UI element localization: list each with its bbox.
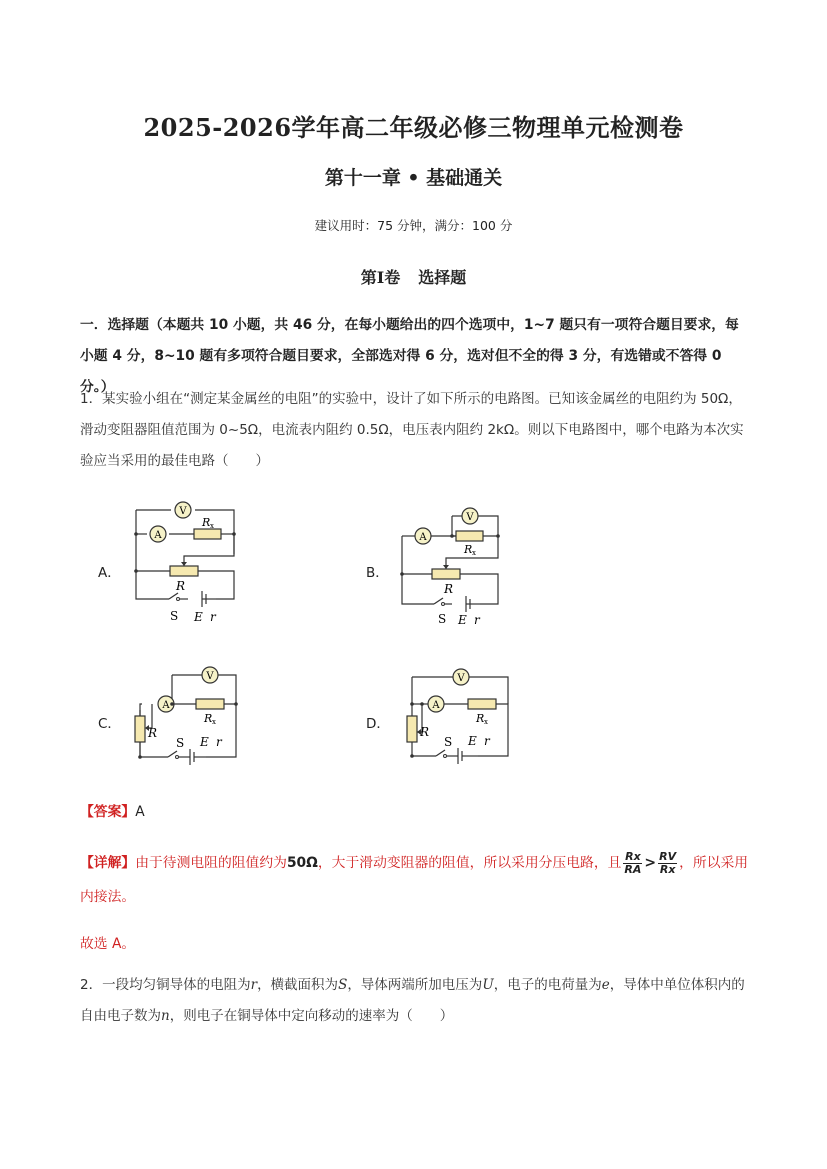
rheostat-label: R xyxy=(148,726,158,740)
q2-mid-3: ，电子的电荷量为 xyxy=(493,977,602,993)
resistor-label: R xyxy=(204,712,213,725)
resistor-icon xyxy=(468,699,496,709)
answer xyxy=(80,800,145,820)
option-d-label: D． xyxy=(366,716,390,732)
emf-label: E xyxy=(468,734,477,748)
section-title xyxy=(0,265,827,288)
explanation-part-1: 由于待测电阻的阻值约为 xyxy=(135,855,287,871)
resistor-icon xyxy=(196,699,224,709)
q2-var-e: e xyxy=(601,977,610,993)
rheostat-icon xyxy=(407,716,417,742)
conclusion: 故选 A。 xyxy=(80,936,136,952)
answer-value: A xyxy=(135,804,145,820)
explanation-tag: 【详解】 xyxy=(80,855,136,871)
emf-label: E xyxy=(200,735,209,749)
emf-label: E xyxy=(194,610,203,624)
q2-end: ，则电子在铜导体中定向移动的速率为（ ） xyxy=(169,1008,454,1024)
internal-resistance-label: r xyxy=(216,735,222,749)
chapter-subtitle: 第十一章 • 基础通关 xyxy=(324,167,503,189)
time-info: 建议用时：75 分钟，满分：100 分 xyxy=(314,218,513,233)
rheostat-icon xyxy=(135,716,145,742)
ammeter-label: A xyxy=(162,700,170,711)
instructions: 一．选择题（本题共 10 小题，共 46 分，在每小题给出的四个选项中，1~7 题只有一项符合题目要求，每小题 4 分，8~10 题有多项符合题目要求，全部选对得 6 分，选对但不全的得 3 分，有选错或不答得 0 分。） xyxy=(80,317,739,395)
resistor-subscript: x xyxy=(472,549,476,557)
switch-label: S xyxy=(170,609,179,623)
resistor-subscript: x xyxy=(212,718,216,726)
q2-var-u: U xyxy=(482,977,494,993)
rheostat-icon xyxy=(170,566,198,576)
internal-resistance-label: r xyxy=(474,613,480,627)
q2-mid-4: ，导体中单位体积内的自由电子数为 xyxy=(80,977,745,1024)
ammeter-label: A xyxy=(154,530,162,541)
resistor-label: R xyxy=(202,516,211,529)
voltmeter-label: V xyxy=(179,506,187,517)
ammeter-label: A xyxy=(419,532,427,543)
q2-var-s: S xyxy=(338,977,348,993)
answer-tag: 【答案】 xyxy=(80,804,136,820)
circuit-c xyxy=(128,660,248,770)
rheostat-label: R xyxy=(420,725,430,739)
resistor-subscript: x xyxy=(210,522,214,530)
switch-label: S xyxy=(444,735,453,749)
internal-resistance-label: r xyxy=(210,610,216,624)
fraction-1-denominator: RA xyxy=(624,862,642,876)
resistor-subscript: x xyxy=(484,718,488,726)
rheostat-label: R xyxy=(444,582,454,596)
fraction-rv-rx xyxy=(658,851,677,876)
q2-pre: 2．一段均匀铜导体的电阻为 xyxy=(80,977,251,993)
ammeter-label: A xyxy=(432,700,440,711)
option-a-label: A． xyxy=(98,565,121,581)
explanation-part-3: ，所以采用内接法。 xyxy=(80,855,749,905)
explanation-part-2: ，大于滑动变阻器的阻值，所以采用分压电路，且 xyxy=(317,855,622,871)
option-c-label: C． xyxy=(98,716,121,732)
question-2-text xyxy=(80,970,752,1032)
q2-mid-2: ，导体两端所加电压为 xyxy=(347,977,483,993)
fraction-2-denominator: Rx xyxy=(659,862,676,876)
circuit-d xyxy=(398,664,518,774)
voltmeter-label: V xyxy=(466,512,474,523)
fraction-2-numerator: RV xyxy=(659,849,677,863)
voltmeter-label: V xyxy=(206,671,214,682)
resistor-icon xyxy=(194,529,221,539)
voltmeter-label: V xyxy=(457,673,465,684)
fraction-rx-ra xyxy=(623,851,642,876)
question-1-text: 1．某实验小组在“测定某金属丝的电阻”的实验中，设计了如下所示的电路图。已知该金属丝的电阻约为 50Ω，滑动变阻器阻值范围为 0~5Ω，电流表内阻约 0.5Ω，电压表内阻约 2kΩ。则以下电路图中，哪个电路为本次实验应当采用的最佳电路（ ） xyxy=(80,391,744,469)
section-name: 选择题 xyxy=(418,268,467,287)
emf-label: E xyxy=(458,613,467,627)
option-b-label: B． xyxy=(366,565,389,581)
circuit-a xyxy=(128,494,243,632)
explanation xyxy=(80,846,760,914)
q2-mid-1: ，横截面积为 xyxy=(257,977,339,993)
q2-var-r: r xyxy=(250,977,258,993)
circuit-b xyxy=(394,500,509,638)
section-number: 第Ⅰ卷 xyxy=(360,268,401,287)
fraction-1-numerator: Rx xyxy=(625,849,641,863)
resistor-label: R xyxy=(464,543,473,556)
internal-resistance-label: r xyxy=(484,734,490,748)
switch-label: S xyxy=(176,736,185,750)
rheostat-icon xyxy=(432,569,460,579)
page-title: 2025-2026学年高二年级必修三物理单元检测卷 xyxy=(143,113,684,142)
switch-label: S xyxy=(438,612,447,626)
resistance-value: 50Ω xyxy=(286,855,318,871)
resistor-icon xyxy=(456,531,483,541)
greater-than-sign: > xyxy=(644,855,657,871)
resistor-label: R xyxy=(476,712,485,725)
rheostat-label: R xyxy=(176,579,186,593)
q2-var-n: n xyxy=(161,1008,170,1024)
